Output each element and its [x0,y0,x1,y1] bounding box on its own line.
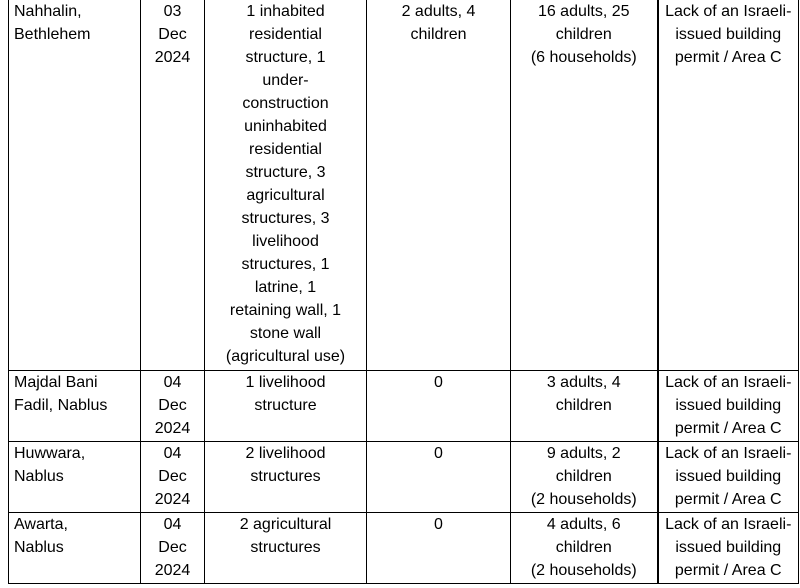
date-cell [141,512,205,583]
reason-text: Lack of an Israeli- issued building permit / Area C [665,3,792,66]
structures-cell [205,441,367,512]
structures-text: 2 agricultural structures [239,515,332,556]
structures-text: 1 inhabited residential structure, 1 under- construction uninhabited residential structure, 3 agricultural structures, 3 livelihood structures, 1 latrine, 1 retaining wall, 1 stone wall (agricultural use) [225,3,346,365]
location-text: Huwwara, Nablus [14,444,86,485]
displaced-cell [367,370,511,441]
structures-cell [205,370,367,441]
date-cell [141,0,205,370]
date-text: 04 Dec 2024 [154,373,191,437]
date-text: 04 Dec 2024 [154,515,191,579]
location-cell [9,512,141,583]
displaced-text: 0 [434,444,443,462]
date-cell [141,441,205,512]
table-row [9,512,799,583]
date-text: 04 Dec 2024 [154,444,191,508]
affected-cell [511,512,658,583]
reason-text: Lack of an Israeli- issued building permit / Area C [665,515,792,579]
displaced-cell [367,0,511,370]
structures-text: 1 livelihood structure [245,373,326,414]
structures-text: 2 livelihood structures [245,444,326,485]
structures-cell [205,512,367,583]
reason-text: Lack of an Israeli- issued building permit / Area C [665,444,792,508]
affected-text: 16 adults, 25 children (6 households) [530,3,637,66]
affected-cell [511,0,658,370]
structures-cell [205,0,367,370]
affected-text: 4 adults, 6 children (2 households) [530,515,637,579]
displaced-text: 2 adults, 4 children [401,3,476,43]
date-cell [141,370,205,441]
reason-cell [658,370,799,441]
reason-cell [658,0,799,370]
location-text: Nahhalin, Bethlehem [14,3,91,43]
reason-cell [658,512,799,583]
displaced-text: 0 [434,373,443,391]
reason-cell [658,441,799,512]
displaced-text: 0 [434,515,443,533]
location-cell [9,441,141,512]
affected-cell [511,370,658,441]
date-text: 03 Dec 2024 [154,3,191,66]
displaced-cell [367,512,511,583]
reason-text: Lack of an Israeli- issued building permit / Area C [665,373,792,437]
displaced-cell [367,441,511,512]
location-cell [9,0,141,370]
demolitions-table [8,0,799,584]
affected-text: 3 adults, 4 children [546,373,621,414]
table-row [9,441,799,512]
table-row [9,0,799,370]
affected-text: 9 adults, 2 children (2 households) [530,444,637,508]
table-row [9,370,799,441]
location-cell [9,370,141,441]
affected-cell [511,441,658,512]
location-text: Awarta, Nablus [14,515,68,556]
location-text: Majdal Bani Fadil, Nablus [14,373,108,414]
